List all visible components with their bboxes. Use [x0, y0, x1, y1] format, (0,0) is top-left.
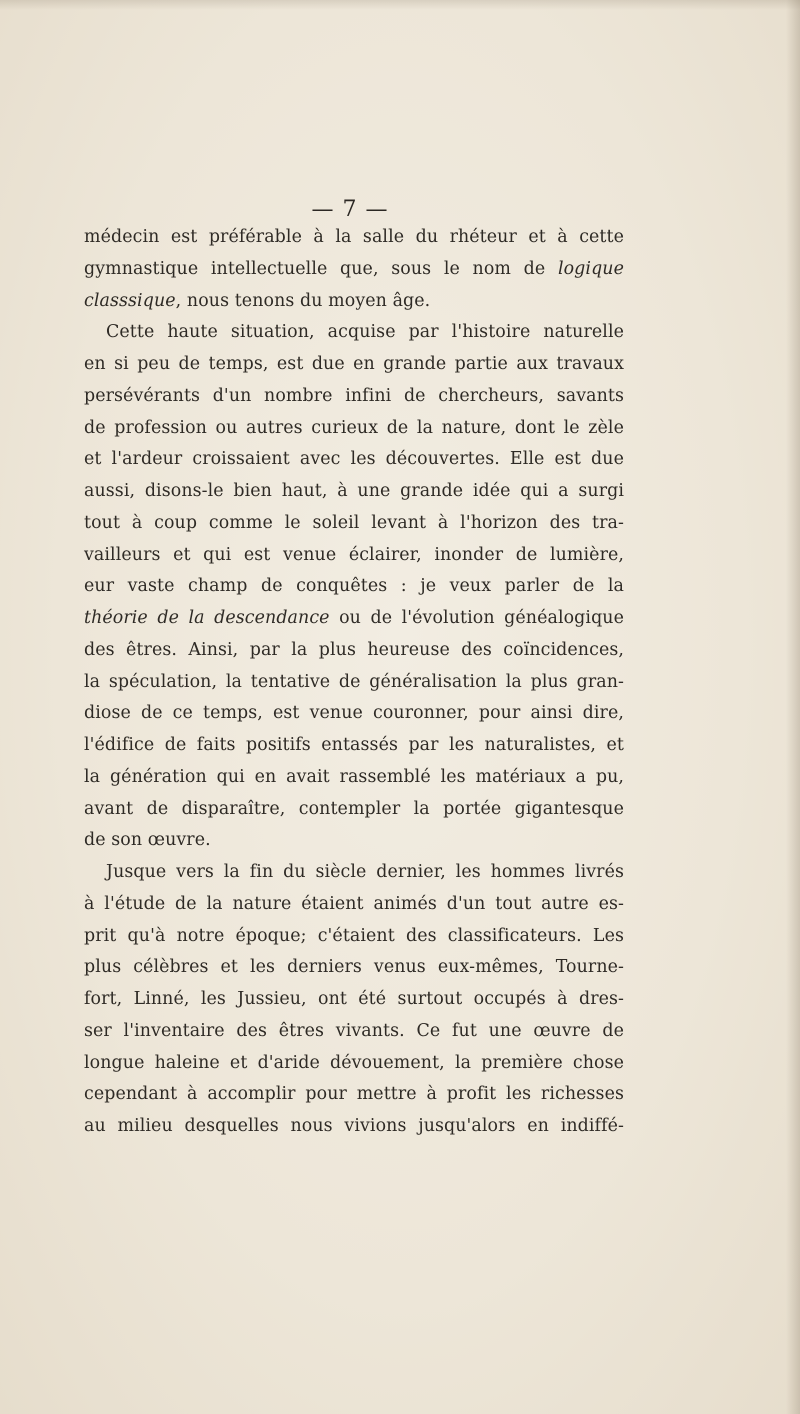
text-line	[84, 921, 624, 953]
text-line	[84, 1079, 624, 1111]
line-text: aussi, disons-le bien haut, à une grande idée qui a surgi	[84, 481, 624, 501]
text-line	[84, 698, 624, 730]
text-line	[84, 349, 624, 381]
text-line	[84, 413, 624, 445]
text-line	[84, 825, 624, 857]
text-line	[84, 762, 624, 794]
top-edge-shadow	[0, 0, 800, 10]
line-text: à l'étude de la nature étaient animés d'un tout autre es-	[84, 893, 624, 914]
line-text: diose de ce temps, est venue couronner, pour ainsi dire,	[84, 703, 624, 724]
line-text: plus célèbres et les derniers venus eux-mêmes, Tourne-	[84, 957, 624, 978]
text-line	[84, 667, 624, 699]
text-line	[84, 857, 624, 889]
line-text: la génération qui en avait rassemblé les matériaux a pu,	[84, 766, 624, 787]
text-line	[84, 381, 624, 413]
text-line	[84, 603, 624, 635]
line-text: médecin est préférable à la salle du rhéteur et à cette	[84, 227, 624, 247]
line-text: ou de l'évolution généalogique	[329, 608, 624, 628]
text-line	[84, 730, 624, 762]
text-line	[84, 635, 624, 667]
text-line	[84, 222, 624, 254]
text-line	[84, 1016, 624, 1048]
italic-phrase: classsique	[84, 290, 176, 311]
line-text: des êtres. Ainsi, par la plus heureuse des coïncidences,	[84, 639, 624, 660]
text-line	[84, 317, 624, 349]
text-line	[84, 508, 624, 540]
line-text: la spéculation, la tentative de généralisation la plus gran-	[84, 671, 624, 692]
line-text: gymnastique intellectuelle que, sous le nom de	[84, 258, 558, 279]
line-text: cependant à accomplir pour mettre à profit les richesses	[84, 1084, 624, 1105]
line-text: Jusque vers la fin du siècle dernier, les hommes livrés	[106, 862, 624, 882]
line-text: persévérants d'un nombre infini de chercheurs, savants	[84, 385, 624, 406]
line-text: Cette haute situation, acquise par l'histoire naturelle	[106, 322, 624, 343]
line-text: au milieu desquelles nous vivions jusqu'alors en indiffé-	[84, 1116, 624, 1136]
line-text: fort, Linné, les Jussieu, ont été surtout occupés à dres-	[84, 989, 624, 1009]
line-text: vailleurs et qui est venue éclairer, inonder de lumière,	[84, 544, 624, 565]
line-text: l'édifice de faits positifs entassés par les naturalistes, et	[84, 735, 624, 755]
line-text: , nous tenons du moyen âge.	[175, 290, 431, 311]
line-text: prit qu'à notre époque; c'étaient des classificateurs. Les	[84, 925, 624, 946]
text-line	[84, 444, 624, 476]
page-number: — 7 —	[311, 197, 389, 222]
line-text: avant de disparaître, contempler la portée gigantesque	[84, 798, 624, 819]
text-line	[84, 540, 624, 572]
line-text: et l'ardeur croissaient avec les découvertes. Elle est due	[84, 449, 624, 470]
line-text: en si peu de temps, est due en grande partie aux travaux	[84, 354, 624, 374]
text-line	[84, 984, 624, 1016]
body-text	[84, 222, 624, 1143]
line-text: de profession ou autres curieux de la nature, dont le zèle	[84, 417, 624, 438]
text-line	[84, 952, 624, 984]
text-line	[84, 794, 624, 826]
text-line	[84, 254, 624, 286]
text-line	[84, 1048, 624, 1080]
text-line	[84, 889, 624, 921]
right-edge-shadow	[786, 0, 800, 1414]
line-text: de son œuvre.	[84, 830, 211, 851]
text-line	[84, 286, 624, 318]
text-line	[84, 571, 624, 603]
line-text: ser l'inventaire des êtres vivants. Ce fut une œuvre de	[84, 1020, 624, 1041]
italic-phrase: logique	[557, 258, 624, 279]
italic-phrase: théorie de la descendance	[84, 608, 330, 628]
line-text: longue haleine et d'aride dévouement, la première chose	[84, 1052, 624, 1073]
line-text: eur vaste champ de conquêtes : je veux parler de la	[84, 576, 624, 597]
line-text: tout à coup comme le soleil levant à l'horizon des tra-	[84, 512, 624, 533]
text-line	[84, 1111, 624, 1143]
text-line	[84, 476, 624, 508]
